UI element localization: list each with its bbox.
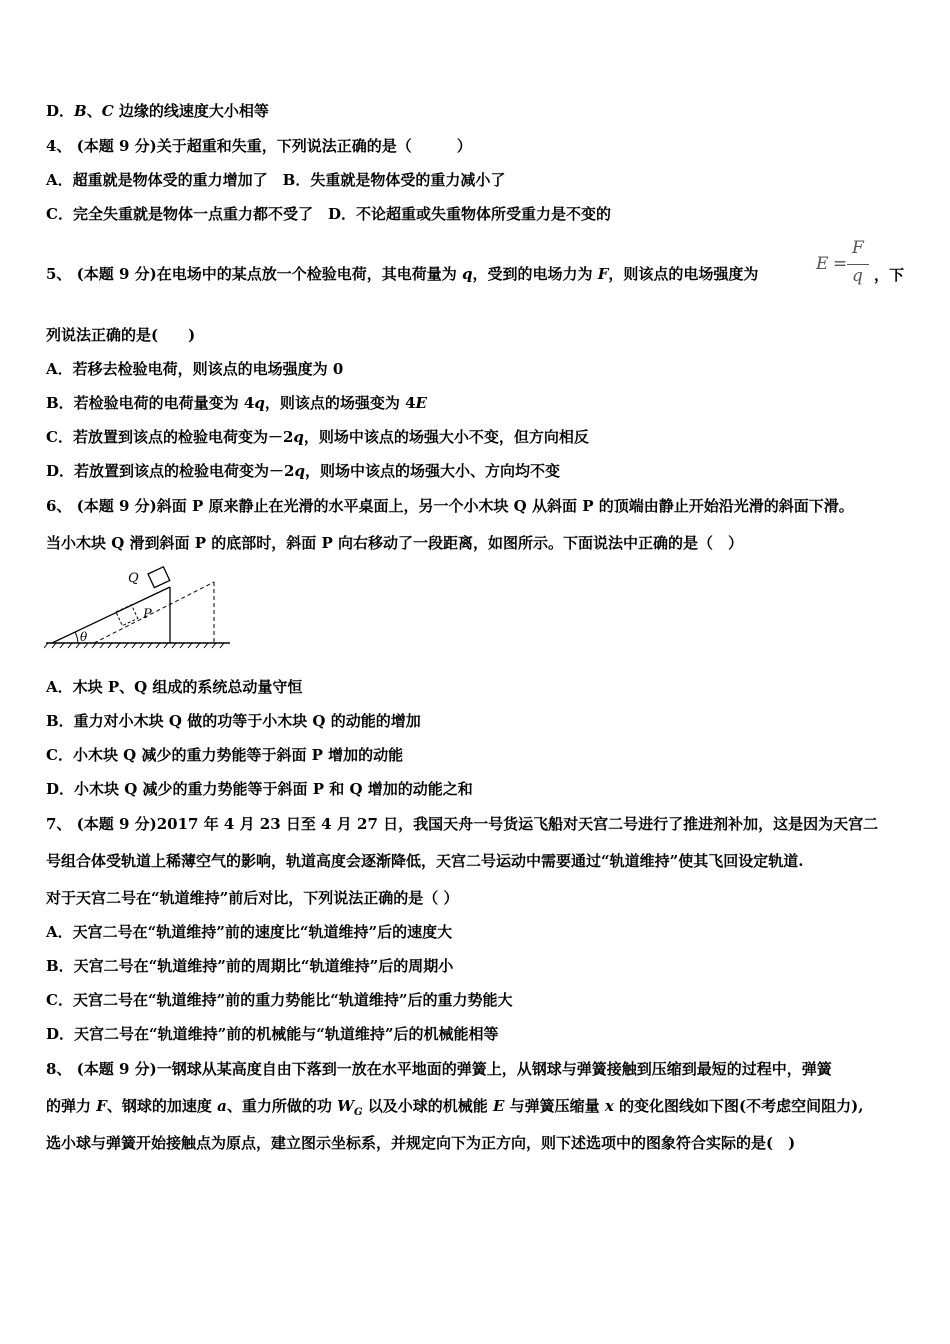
symbol-b: B [74, 102, 87, 120]
q7-option-c: C．天宫二号在“轨道维持”前的重力势能比“轨道维持”后的重力势能大 [46, 991, 513, 1009]
symbol-f: F [597, 265, 609, 283]
symbol-x: x [604, 1097, 614, 1115]
label-q: Q [128, 571, 139, 586]
stem-part: 、钢球的加速度 [106, 1097, 218, 1115]
separator: 、 [86, 102, 102, 120]
symbol-w: W [337, 1097, 354, 1115]
q7-option-a: A．天宫二号在“轨道维持”前的速度比“轨道维持”后的速度大 [46, 923, 453, 941]
option-text: ，则该点的场强变为 4 [264, 394, 416, 412]
option-text: D．若放置到该点的检验电荷变为－2 [46, 462, 295, 480]
q7-stem-1: 7、 (本题 9 分)2017 年 4 月 23 日至 4 月 27 日，我国天舟一号货运飞船对天宫二号进行了推进剂补加，这是因为天宫二 [46, 815, 879, 833]
symbol-c: C [101, 102, 114, 120]
option-text: ，则场中该点的场强大小不变，但方向相反 [303, 428, 589, 446]
option-letter: D． [46, 102, 75, 120]
q5-stem-tail: ，下 [874, 266, 905, 284]
symbol-a: a [217, 1097, 227, 1115]
symbol-q: q [254, 394, 265, 412]
stem-part: 的变化图线如下图(不考虑空间阻力), [613, 1097, 864, 1115]
stem-part: 的弹力 [46, 1097, 97, 1115]
q5-option-c [46, 427, 589, 447]
stem-part: 以及小球的机械能 [362, 1097, 493, 1115]
formula-equals: = [833, 254, 848, 274]
q5-option-b [46, 393, 427, 413]
q4-options-ab: A．超重就是物体受的重力增加了 B．失重就是物体受的重力减小了 [46, 171, 506, 189]
fraction-bar [847, 264, 869, 265]
block-q [148, 567, 170, 588]
formula-numerator: F [852, 238, 864, 258]
q6-stem-1: 6、 (本题 9 分)斜面 P 原来静止在光滑的水平桌面上，另一个小木块 Q 从斜面 P 的顶端由静止开始沿光滑的斜面下滑。 [46, 497, 854, 515]
symbol-q: q [294, 462, 305, 480]
q5-stem [46, 264, 758, 284]
incline-figure [44, 560, 234, 652]
q8-stem-1: 8、 (本题 9 分)一钢球从某高度自由下落到一放在水平地面的弹簧上，从钢球与弹簧接触到压缩到最短的过程中，弹簧 [46, 1060, 832, 1078]
q6-option-b: B．重力对小木块 Q 做的功等于小木块 Q 的动能的增加 [46, 712, 421, 730]
incline-surface [52, 587, 170, 643]
formula-denominator: q [852, 266, 863, 286]
label-theta: θ [80, 630, 88, 644]
q5-option-a: A．若移去检验电荷，则该点的电场强度为 0 [46, 360, 344, 378]
q6-stem-2: 当小木块 Q 滑到斜面 P 的底部时，斜面 P 向右移动了一段距离，如图所示。下面说法中正确的是（ ） [46, 534, 743, 552]
angle-arc [75, 632, 78, 643]
q4-stem: 4、 (本题 9 分)关于超重和失重，下列说法正确的是（ ） [46, 137, 472, 155]
q7-stem-2: 号组合体受轨道上稀薄空气的影响，轨道高度会逐渐降低，天宫二号运动中需要通过“轨道维持”使其飞回设定轨道. [46, 852, 804, 870]
stem-part: 与弹簧压缩量 [504, 1097, 605, 1115]
original-incline-dashed [94, 582, 214, 643]
stem-part: 、重力所做的功 [226, 1097, 338, 1115]
symbol-w-subscript: G [353, 1107, 363, 1118]
formula-lhs: E [816, 254, 829, 274]
symbol-e: E [415, 394, 427, 412]
q5-stem-part: ，则该点的电场强度为 [608, 265, 759, 283]
q5-option-d [46, 461, 560, 481]
option-text: 边缘的线速度大小相等 [113, 102, 269, 120]
option-text: ，则场中该点的场强大小、方向均不变 [304, 462, 560, 480]
q6-option-c: C．小木块 Q 减少的重力势能等于斜面 P 增加的动能 [46, 746, 404, 764]
symbol-q: q [293, 428, 304, 446]
q5-stem-cont: 列说法正确的是( ) [46, 326, 196, 344]
field-strength-formula [814, 240, 872, 290]
q8-stem-2 [46, 1096, 863, 1123]
q7-option-d: D．天宫二号在“轨道维持”前的机械能与“轨道维持”后的机械能相等 [46, 1025, 499, 1043]
q7-stem-3: 对于天宫二号在“轨道维持”前后对比，下列说法正确的是（ ） [46, 889, 459, 907]
q4-options-cd: C．完全失重就是物体一点重力都不受了 D．不论超重或失重物体所受重力是不变的 [46, 205, 611, 223]
q7-option-b: B．天宫二号在“轨道维持”前的周期比“轨道维持”后的周期小 [46, 957, 454, 975]
q6-option-d: D．小木块 Q 减少的重力势能等于斜面 P 和 Q 增加的动能之和 [46, 780, 473, 798]
option-text: C．若放置到该点的检验电荷变为－2 [46, 428, 294, 446]
option-text: B．若检验电荷的电荷量变为 4 [46, 394, 255, 412]
q6-option-a: A．木块 P、Q 组成的系统总动量守恒 [46, 678, 303, 696]
symbol-q: q [461, 265, 473, 283]
q5-stem-part: ，受到的电场力为 [472, 265, 598, 283]
q8-stem-3: 选小球与弹簧开始接触点为原点，建立图示坐标系，并规定向下为正方向，则下述选项中的图象符合实际的是( ) [46, 1134, 796, 1152]
label-p: P [143, 607, 152, 622]
symbol-f: F [96, 1097, 107, 1115]
q5-stem-part: 5、 (本题 9 分)在电场中的某点放一个检验电荷，其电荷量为 [46, 265, 462, 283]
option-d-prev [46, 101, 269, 121]
symbol-e: E [492, 1097, 505, 1115]
